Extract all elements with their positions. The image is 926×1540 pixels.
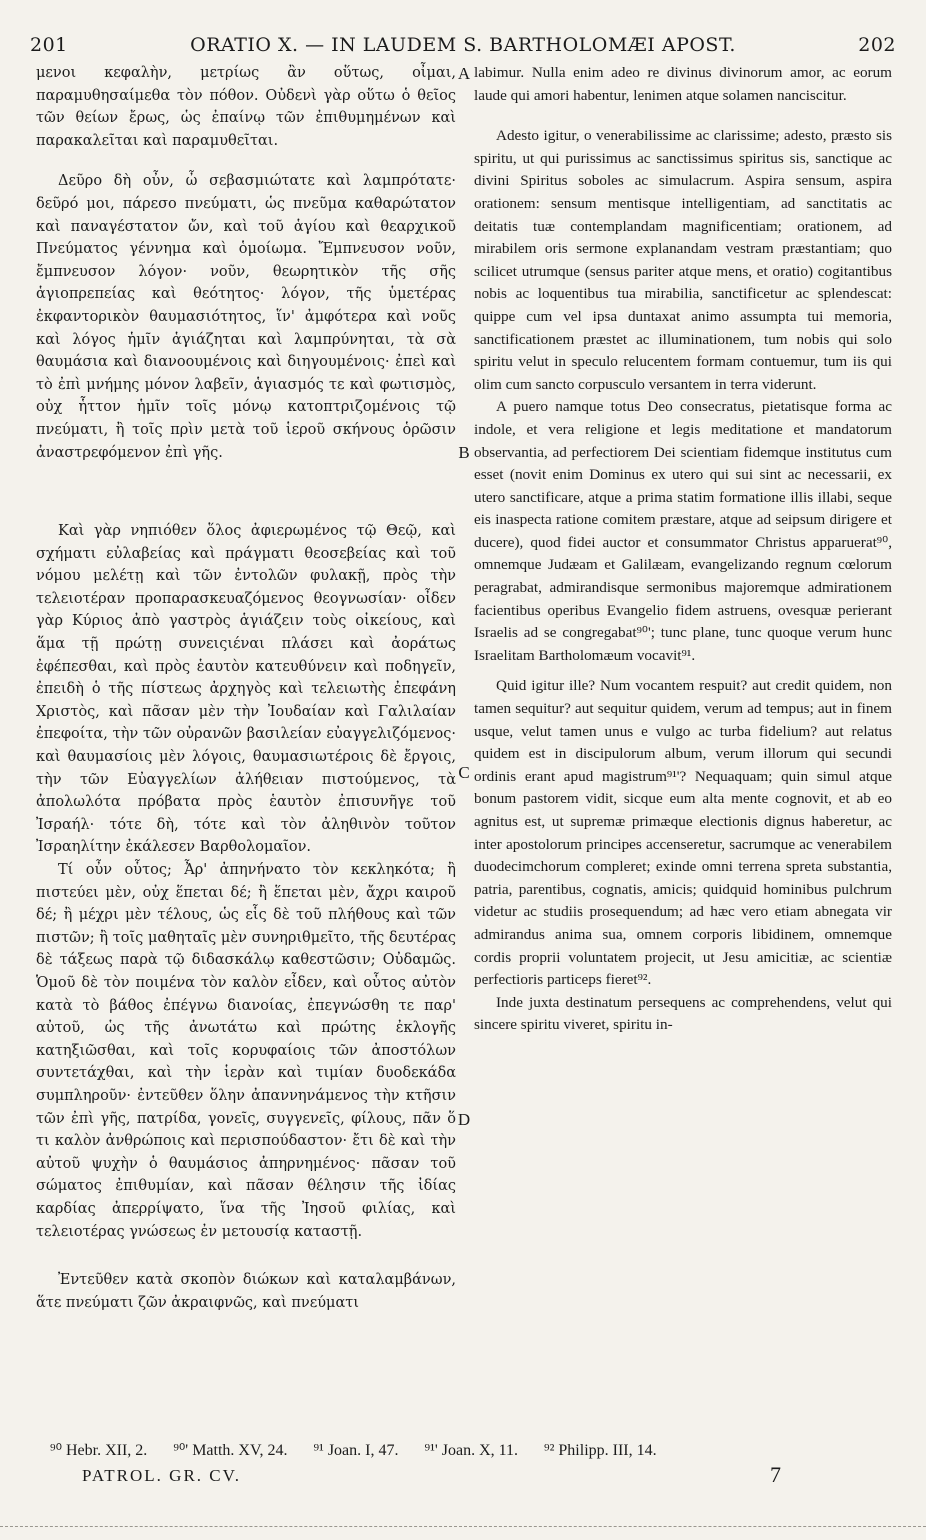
margin-marker-b: B — [458, 443, 470, 462]
margin-marker-d: D — [457, 1110, 471, 1129]
footnotes — [50, 1440, 886, 1460]
greek-column — [36, 62, 456, 1432]
latin-column — [474, 62, 892, 1432]
margin-marker-a: A — [457, 64, 471, 83]
latin-paragraph-4: Quid igitur ille? Num vocantem respuit? aut credit quidem, non tamen sequitur? aut sequitur quidem, verum ad tempus; aut in finem usque, velut tamen unus e vulgo ac turba fidelium? aut relatus quidem est in discipulorum album, verum illorum qui secundi ordinis erant apud magistrum⁹¹'? Nequaquam; quin simul atque bonum pastorem vidit, sicque eum alta mente cognovit, et ab eo agnitus est, ut supremæ primæque electionis dignus haberetur, ac inter apostolorum principes accenseretur, sacrumque ac venerabilem duodecimchorum compleret; exinde omni terrena spreta substantia, patria, parentibus, cognatis, amicis; quidquid hominibus pulchrum videtur ac studiis prosequendum; ad hæc vero etiam abnegata vir admirandus anima sua, omnem corporis libidinem, omnemque cordis proprii voluntatem projecit, ut Jesu amicitiæ, ac scientiæ perfectioris particeps fieret⁹². — [474, 677, 892, 989]
latin-paragraph-5: Inde juxta destinatum persequens ac comprehendens, velut qui sincere spiritu viveret, spiritu in- — [474, 993, 892, 1034]
latin-paragraph-1: labimur. Nulla enim adeo re divinus divinorum amor, ac eorum laude qui amori habentur, lenimen atque solamen nanciscitur. — [474, 64, 892, 104]
greek-paragraph-3: Καὶ γὰρ νηπιόθεν ὅλος ἀφιερωμένος τῷ Θεῷ, καὶ σχήματι εὐλαβείας καὶ πράγματι θεοσεβείας καὶ τοῦ νόμου μελέτῃ καὶ τῶν ἐντολῶν φυλακῇ, πρὸς τὴν τελειοτέραν προπαρασκευαζόμενος θεογνωσίαν· οἶδεν γὰρ Κύριος ἀπὸ γαστρὸς ἁγιάζειν τοὺς οἰκείους, καὶ ἅμα τῇ πρώτῃ συνειςιέναι πλάσει καὶ ἀοράτως ἐφέπεσθαι, καὶ πρὸς ἑαυτὸν κατευθύνειν καὶ ποδηγεῖν, ἐπειδὴ ὁ τῆς πίστεως ἀρχηγὸς καὶ τελειωτὴς ἐπεφάνη Χριστὸς, καὶ πᾶσαν μὲν τὴν Ἰουδαίαν καὶ Γαλιλαίαν ἐπεφοίτα, τὴν τῶν οὐρανῶν βασιλείαν εὐαγγελιζόμενος· καὶ θαυμασίοις μὲν λόγοις, θαυμασιωτέροις δὲ ἔργοις, τὴν τῶν Εὐαγγελίων ἀλήθειαν πιστούμενος, τὰ ἀπολωλότα πρόβατα πρὸς ἑαυτὸν ἐπισυνῆγε τοῦ Ἰσραήλ· τότε δὴ, τότε καὶ τὸν ἀληθινὸν τοῦτον Ἰσραηλίτην ἐκάλεσεν Βαρθολομαῖον. — [36, 523, 456, 856]
footnote: ⁹¹' Joan. X, 11. — [424, 1442, 519, 1459]
page-number-right: 202 — [858, 34, 896, 56]
footnote: ⁹¹ Joan. I, 47. — [313, 1442, 399, 1459]
page-number-left: 201 — [30, 34, 68, 56]
margin-marker-c: C — [458, 763, 470, 782]
running-title: ORATIO X. — IN LAUDEM S. BARTHOLOMÆI APOST. — [190, 34, 736, 56]
greek-paragraph-1: μενοι κεφαλὴν, μετρίως ἂν οὕτως, οἶμαι, παραμυθησαίμεθα τὸν πόθον. Οὐδενὶ γὰρ οὕτω ὁ θεῖος τῶν θείων ἔρως, ὡς ἐπαίνῳ τῶν ἐπιθυμημένων καὶ παρακαλεῖται καὶ παραμυθεῖται. — [36, 65, 456, 149]
greek-paragraph-5: Ἐντεῦθεν κατὰ σκοπὸν διώκων καὶ καταλαμβάνων, ἅτε πνεύματι ζῶν ἀκραιφνῶς, καὶ πνεύματι — [36, 1272, 456, 1311]
footnote: ⁹² Philipp. III, 14. — [544, 1442, 657, 1459]
latin-paragraph-3: A puero namque totus Deo consecratus, pietatisque forma ac indole, et vera religione et legis meditatione et mandatorum observantia, ad perfectiorem Dei scientiam fidemque institutus cum esset (novit enim Dominus ex utero qui sui sint ac necessarii, ex utero sanctificare, atque a prima statim formatione illis illabi, seque eis inaspecta ratione comitem præstare, atque ad seipsum dirigere et ducere), quod fidei auctor et consummator Christus apparuerat⁹⁰, omnemque Judæam et Galilæam, evangelizando regnum cœlorum peragrabat, admirandisque sermonibus majoremque admirationem facientibus operibus Evangelio fidem astruens, ovesquæ perierant Israelis ad se congregabat⁹⁰'; tunc plane, tunc quoque verum hunc Israelitam Bartholomæum vocavit⁹¹. — [474, 398, 892, 664]
greek-paragraph-2: Δεῦρο δὴ οὖν, ὦ σεβασμιώτατε καὶ λαμπρότατε· δεῦρό μοι, πάρεσο πνεύματι, ὡς πνεῦμα καθαρώτατον καὶ παναγέστατον ὤν, καὶ τοῦ ἁγίου καὶ θεαρχικοῦ Πνεύματος γέννημα καὶ ὁμοίωμα. Ἔμπνευσον νοῦν, ἔμπνευσον λόγον· νοῦν, θεωρητικὸν τῆς σῆς ἁγιοπρεπείας καὶ θεότητος· λόγον, τῆς ὑμετέρας ἐκφαντορικὸν θαυμασιότητος, ἵν' ἀμφότερα καὶ νοῦς καὶ λόγος ἡμῖν ἁγιάζηται καὶ λαμπρύνηται, τὰ σὰ θαυμάσια καὶ διανοουμένοις καὶ διηγουμένοις· ἐπεὶ καὶ τὸ ἐπὶ μνήμης μόνον λαβεῖν, ἁγιασμός τε καὶ φωτισμὸς, οὐχ ἧττον ἡμῖν τοῖς μόνῳ κατοπτριζομένοις τῷ πνεύματι, ἢ τοῖς πρὶν μετὰ τοῦ ἱεροῦ σκήνους ὁρῶσιν ἀναστρεφόμενον ἐπὶ γῆς. — [36, 173, 456, 461]
series-footer: PATROL. GR. CV. — [82, 1466, 241, 1485]
footnote: ⁹⁰' Matth. XV, 24. — [173, 1442, 288, 1459]
footnote: ⁹⁰ Hebr. XII, 2. — [50, 1442, 148, 1459]
bottom-rule — [0, 1526, 926, 1528]
signature-mark: 7 — [770, 1462, 781, 1487]
latin-paragraph-2: Adesto igitur, o venerabilissime ac clarissime; adesto, præsto sis spiritu, ut qui purissimus ac sanctissimus spiritus sis, sanctique ac divini Spiritus soboles ac simulacrum. Aspira sensum, aspira orationem: sensum mentisque intelligentiam, ad sanctitatis ac deitatis tuæ contemplandam magnificentiam; orationem, ad mirabilem oris sermone explanandam vestram præstantiam; quo scilicet utrumque (sensus pariter atque mens, et oratio) cogitantibus nobis ac loquentibus tua mirabilia, sanctificetur ac splendescat: quippe cum vel ipsa duntaxat animo assumpta tui memoria, sanctificationem præstet ac illuminationem, tum nobis qui solo spiritu velut in speculo relucentem formam contuemur, tum iis qui olim cum sancto corpusculo versantem in terra viderunt. — [474, 127, 892, 393]
greek-paragraph-4: Τί οὖν οὗτος; Ἆρ' ἀπηνήνατο τὸν κεκληκότα; ἢ πιστεύει μὲν, οὐχ ἕπεται δέ; ἢ ἕπεται μὲν, ἄχρι καιροῦ δέ; ἢ μέχρι μὲν τέλους, ὡς εἷς δὲ τοῦ πλήθους καὶ τῶν πιστῶν; ἢ τοῖς μαθηταῖς μὲν συνηριθμεῖτο, τῆς δευτέρας δὲ τάξεως παρὰ τῷ διδασκάλῳ καθεστῶσιν; Οὐδαμῶς. Ὁμοῦ δὲ τὸν ποιμένα τὸν καλὸν εἶδεν, καὶ οὗτος αὐτὸν κατὰ τὸ βάθος ἐπέγνω διανοίας, ἐπεγνώσθη τε παρ' αὐτοῦ, ὡς τῆς ἀνωτάτω καὶ πρώτης ἐκλογῆς κατηξιῶσθαι, καὶ τοῖς κορυφαίοις τῶν ἀποστόλων συντετάχθαι, καὶ τὴν ἱερὰν καὶ τιμίαν δυοδεκάδα συμπληροῦν· ἐντεῦθεν ὅλην ἀπαννηνάμενος τὴν κτῆσιν τῶν ἐπὶ γῆς, πατρίδα, γονεῖς, συγγενεῖς, φίλους, πᾶν ὅ τι καλὸν ἀνθρώποις καὶ περισπούδαστον· ἔτι δὲ καὶ τὴν αὐτοῦ ψυχὴν ὁ θαυμάσιος ἀπηρνημένος· πᾶσαν τοῦ σώματος ἐπιθυμίαν, καὶ πᾶσαν θέλησιν τῆς ἰδίας καρδίας ἀπερρίψατο, ἵνα τῆς Ἰησοῦ φιλίας, καὶ τελειοτέρας γνώσεως ἐν μετουσίᾳ καταστῇ. — [36, 862, 456, 1240]
running-header — [30, 34, 896, 64]
